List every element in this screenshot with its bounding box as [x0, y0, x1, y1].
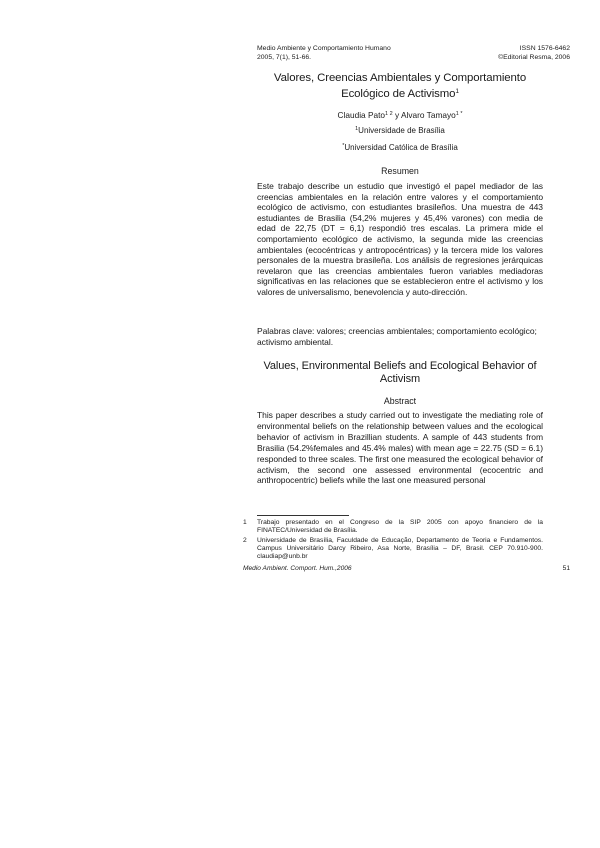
title-footnote-mark: 1 — [455, 88, 459, 95]
author-1-marks: 1 2 — [385, 111, 393, 117]
resumen-heading: Resumen — [381, 166, 419, 176]
footnotes — [243, 519, 543, 563]
abstract-text: This paper describes a study carried out to investigate the mediating role of environmental beliefs on the relationship between values and the ecological behavior of activism in Brazillian students. A sample of 443 students from Brasilia (54.2%females and 45.4% males) with mean age = 22.75 (SD = 6.1) responded to three scales. The first one measured the ecological behavior of activism, the second one assessed environmental (ecocentric and anthropocentric) beliefs while the last one measured personal — [257, 410, 543, 486]
abstract-heading: Abstract — [383, 396, 417, 406]
resumen-text: Este trabajo describe un estudio que investigó el papel mediador de las creencias ambientales en la relación entre valores y el comportamiento ecológico de activismo, con estudiantes brasileños. Una muestra de 443 estudiantes de Brasilia (54,2% mujeres y 45,4% varones) con media de edad de 22,75 (DT = 6,1) respondió tres escalas. La primera mide el comportamiento ecológico de activismo, la segunda mide las creencias ambientales (ecocéntricas y antropocéntricas) y la tercera mide los valores personales de la muestra brasileña. Los análisis de regresiones jerárquicas revelaron que las creencias ambientales fueron variables mediadoras significativas en las relaciones que se establecieron entre el activismo y los valores de universalismo, benevolencia y auto-dirección. — [257, 181, 543, 297]
publisher: ©Editorial Resma, 2006 — [498, 54, 570, 61]
journal-volume: 2005, 7(1), 51-66. — [257, 54, 312, 61]
affiliation-1 — [250, 126, 550, 135]
footnote-2-text: Universidade de Brasília, Faculdade de Educação, Departamento de Teoria e Fundamentos. Campus Universitário Darcy Ribeiro, Asa Norte, Brasília – DF, Brasil. CEP 70.910-900. claudiap@unb.br — [257, 537, 543, 560]
journal-name: Medio Ambiente y Comportamiento Humano — [257, 45, 391, 52]
page-number: 51 — [562, 565, 570, 572]
paper-title — [250, 72, 550, 101]
footnote-separator — [257, 515, 349, 516]
author-list — [250, 110, 550, 120]
issn: ISSN 1576-6462 — [519, 45, 570, 52]
author-2: y Alvaro Tamayo — [392, 110, 456, 120]
english-title: Values, Environmental Beliefs and Ecological Behavior of Activism — [263, 360, 537, 385]
footnote-1-text: Trabajo presentado en el Congreso de la SIP 2005 con apoyo financiero de la FINATEC/Universidad de Brasília. — [257, 519, 543, 534]
footer-journal: Medio Ambient. Comport. Hum.,2006 — [243, 565, 352, 572]
journal-header — [257, 44, 391, 62]
footnote-2-number: 2 — [243, 537, 247, 544]
affiliation-2 — [250, 143, 550, 152]
footnote-1-number: 1 — [243, 519, 247, 526]
author-2-marks: 1 * — [455, 111, 463, 117]
affiliation-1-name: Universidade de Brasília — [358, 126, 445, 135]
title-line-2: Ecológico de Activismo$^1$ — [341, 88, 459, 100]
author-1: Claudia Pato — [337, 110, 386, 120]
footnote-1 — [243, 519, 543, 535]
affiliation-2-mark: * — [342, 143, 345, 149]
title-line-1: Valores, Creencias Ambientales y Comportamiento — [273, 72, 527, 84]
keywords: Palabras clave: valores; creencias ambientales; comportamiento ecológico; activismo ambiental. — [257, 326, 537, 347]
issn-header — [498, 44, 570, 62]
affiliation-2-name: Universidad Católica de Brasília — [344, 143, 458, 152]
affiliation-1-mark: 1 — [355, 126, 359, 132]
footnote-2 — [243, 537, 543, 561]
